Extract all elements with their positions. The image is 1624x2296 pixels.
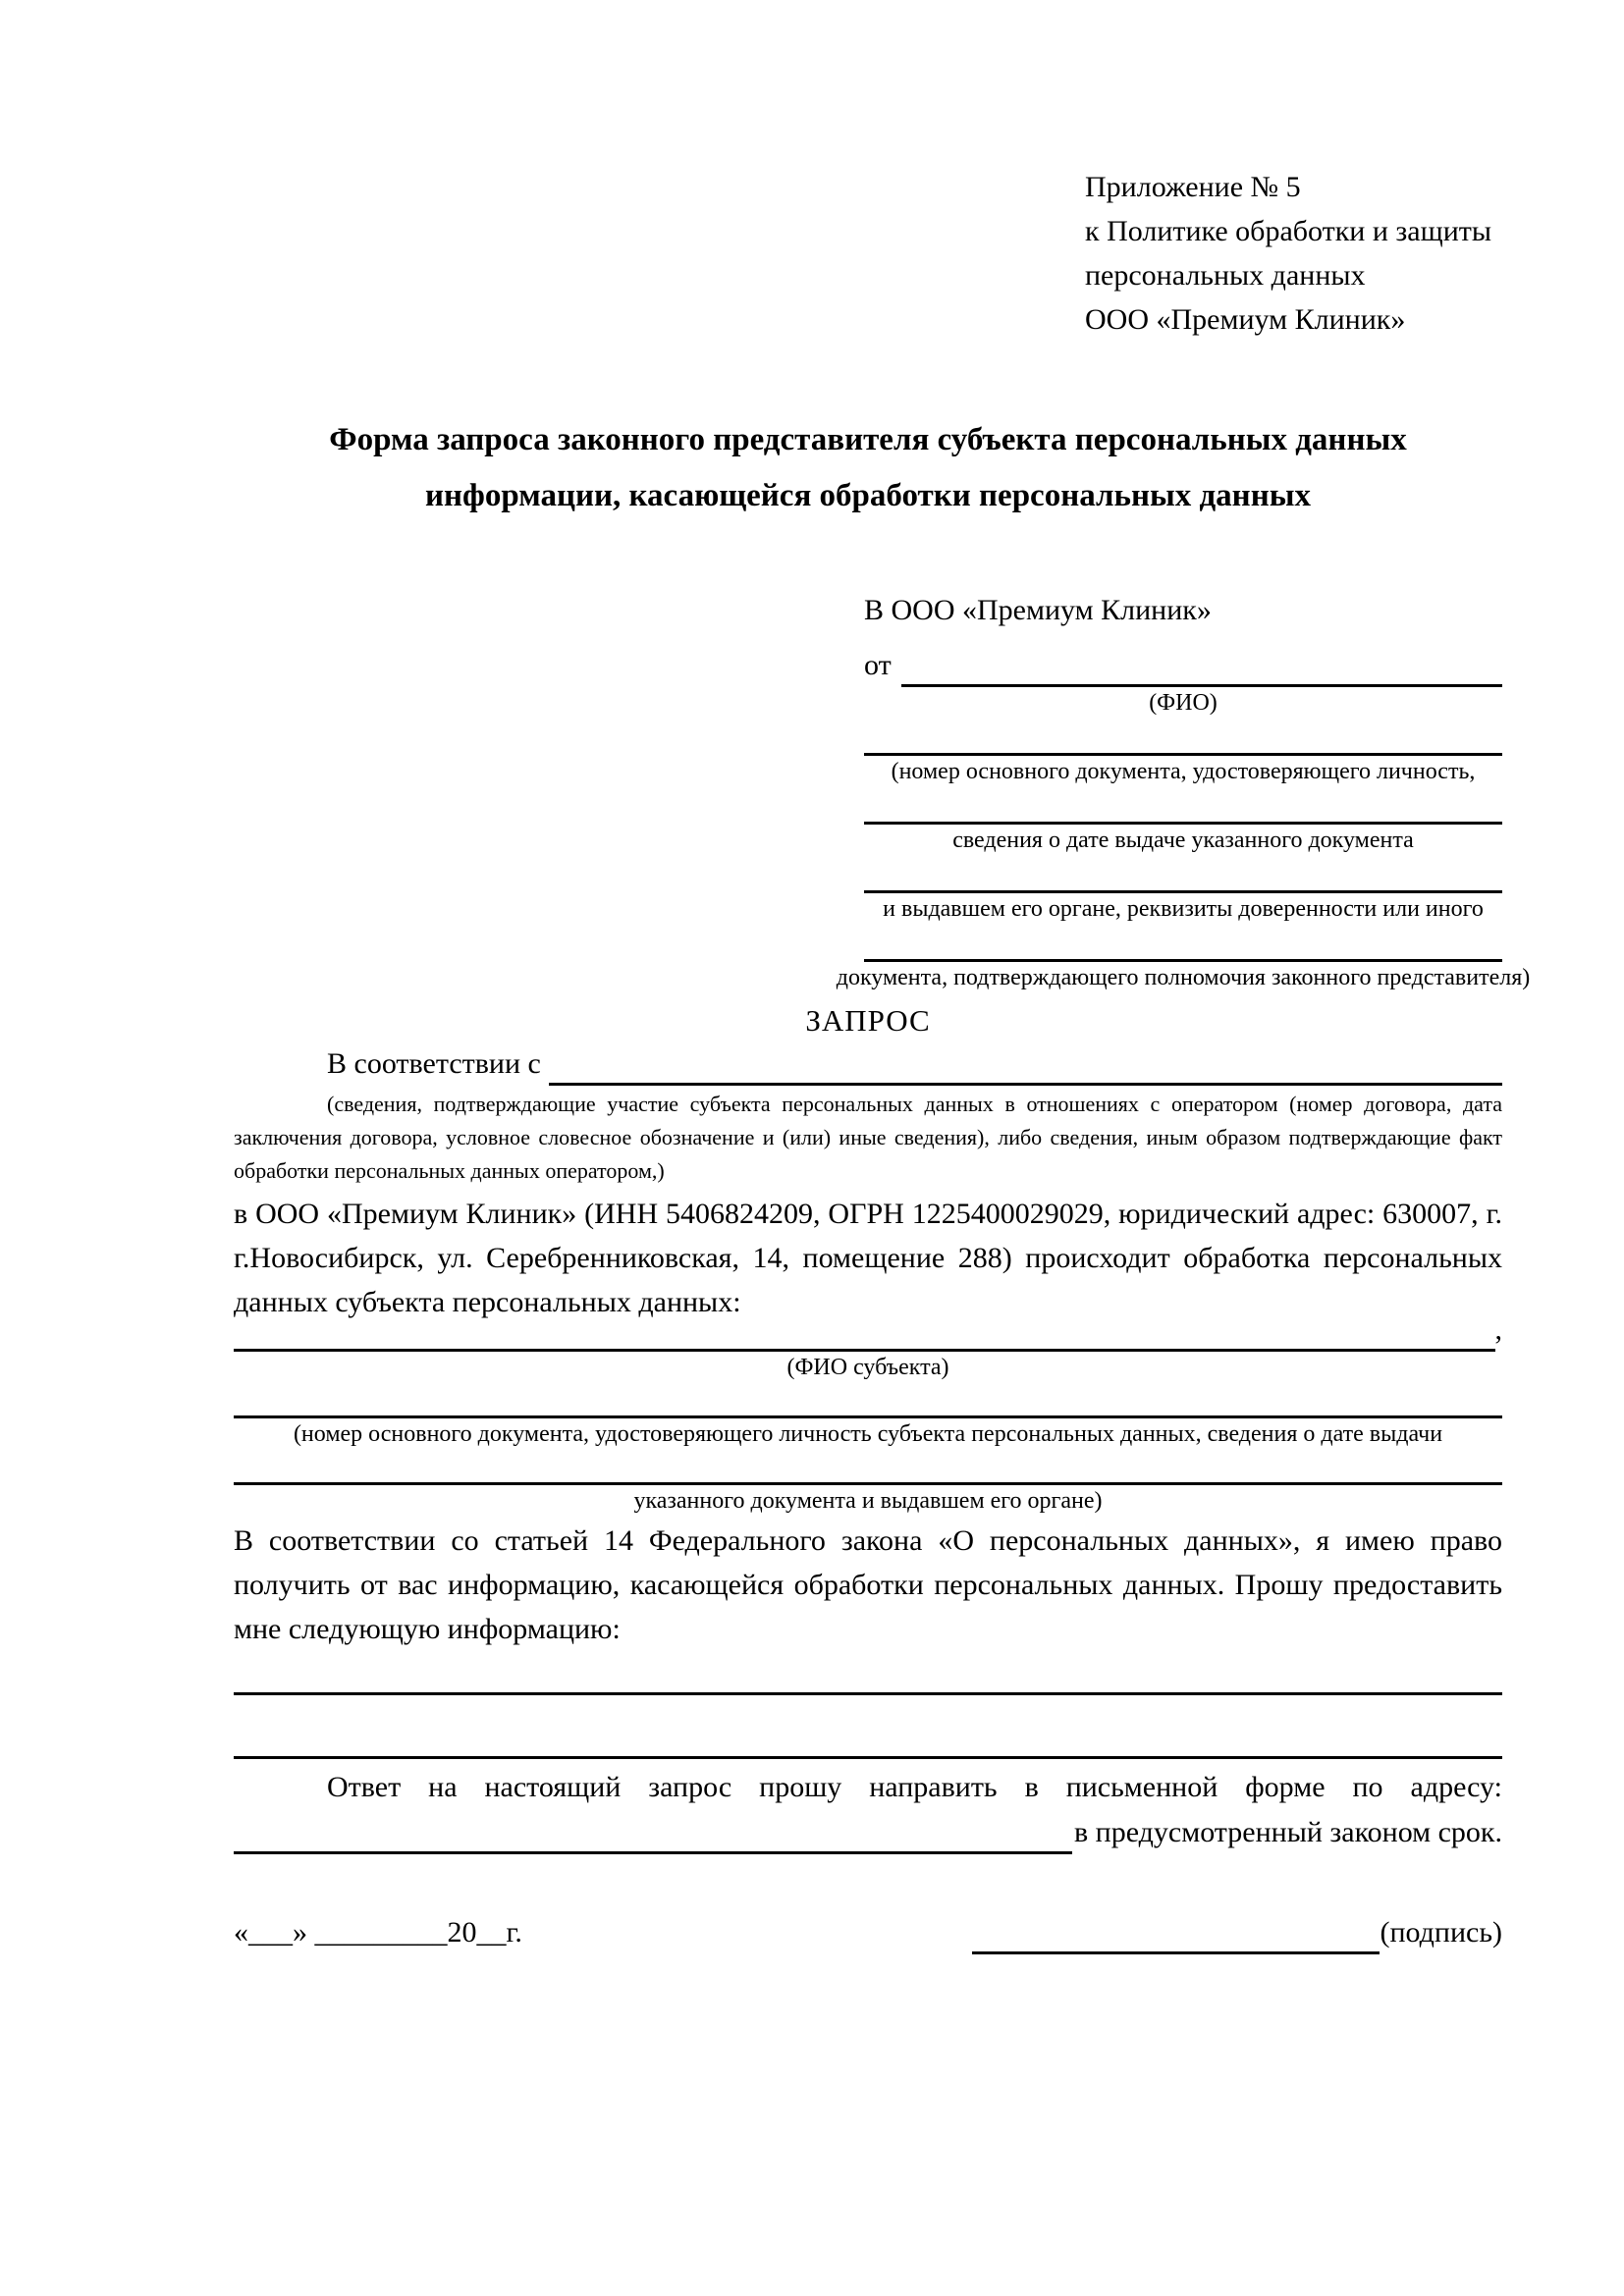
subject-name-fill-line — [234, 1349, 1495, 1352]
subject-doc-fill-line-2 — [234, 1448, 1502, 1485]
subject-fio-caption: (ФИО субъекта) — [786, 1355, 949, 1380]
info-fill-line-1 — [234, 1692, 1502, 1695]
from-label: от — [864, 649, 892, 681]
header-note — [1085, 165, 1502, 342]
footer-row — [234, 1911, 1502, 1954]
id-doc-caption-2: сведения о дате выдаче указанного документа — [952, 828, 1414, 853]
answer-address-row — [234, 1811, 1502, 1854]
fio-caption: (ФИО) — [1149, 690, 1218, 716]
subject-doc-caption-2: указанного документа и выдавшем его органе) — [633, 1488, 1103, 1514]
answer-paragraph: Ответ на настоящий запрос прошу направить в письменной форме по адресу: — [327, 1771, 1502, 1803]
law-paragraph: В соответствии со статьей 14 Федерального закона «О персональных данных», я имею право получить от вас информацию, касающейся обработки персональных данных. Прошу предоставить мне следующую информацию: — [234, 1524, 1502, 1645]
answer-tail-text: в предусмотренный законом срок. — [1074, 1816, 1502, 1848]
signature-caption: (подпись) — [1380, 1916, 1502, 1949]
operator-paragraph: в ООО «Премиум Клиник» (ИНН 5406824209, ОГРН 1225400029029, юридический адрес: 630007, г. г.Новосибирск, ул. Серебренниковская, 14, помещение 288) происходит обработка персональных данных субъекта персональных данных: — [234, 1198, 1502, 1318]
subject-name-comma: , — [1494, 1313, 1502, 1346]
subject-name-row — [234, 1313, 1502, 1352]
intro-row — [234, 1042, 1502, 1086]
intro-fill-line — [549, 1083, 1502, 1086]
id-doc-fill-line-3 — [864, 854, 1502, 893]
id-doc-caption-1: (номер основного документа, удостоверяющего личность, — [891, 759, 1476, 784]
header-note-line-2: к Политике обработки и защиты — [1085, 215, 1492, 247]
signature-group — [972, 1911, 1502, 1954]
form-title — [234, 412, 1502, 524]
id-doc-caption-4: документа, подтверждающего полномочия законного представителя) — [836, 965, 1531, 990]
from-row — [864, 644, 1502, 687]
date-line: «___» _________20__г. — [234, 1916, 522, 1949]
id-doc-fill-line-4 — [864, 923, 1502, 962]
header-note-line-4: ООО «Премиум Клиник» — [1085, 303, 1406, 336]
form-title-line-2: информации, касающейся обработки персональных данных — [425, 478, 1311, 513]
header-note-line-3: персональных данных — [1085, 259, 1366, 292]
id-doc-fill-line-2 — [864, 785, 1502, 825]
form-title-line-1: Форма запроса законного представителя субъекта персональных данных — [329, 422, 1407, 457]
request-heading: ЗАПРОС — [805, 1003, 931, 1038]
header-note-line-1: Приложение № 5 — [1085, 171, 1301, 203]
subject-doc-fill-line-1 — [234, 1381, 1502, 1418]
id-doc-fill-line-1 — [864, 717, 1502, 756]
id-doc-caption-3: и выдавшем его органе, реквизиты доверенности или иного — [883, 896, 1484, 922]
subject-doc-caption-1: (номер основного документа, удостоверяющего личность субъекта персональных данных, сведения о дате выдачи — [293, 1421, 1443, 1447]
fineprint-note: (сведения, подтверждающие участие субъекта персональных данных в отношениях с оператором (номер договора, дата заключения договора, условное словесное обозначение и (или) иные сведения), либо сведения, иным образом подтверждающие факт обработки персональных данных оператором,) — [234, 1092, 1502, 1183]
signature-line — [972, 1915, 1380, 1954]
intro-label: В соответствии с — [327, 1047, 541, 1080]
info-fill-line-2 — [234, 1756, 1502, 1759]
recipient-block — [836, 589, 1531, 991]
from-fill-line — [901, 684, 1502, 687]
recipient-org: В ООО «Премиум Клиник» — [864, 594, 1212, 626]
answer-address-fill-line — [234, 1851, 1072, 1854]
